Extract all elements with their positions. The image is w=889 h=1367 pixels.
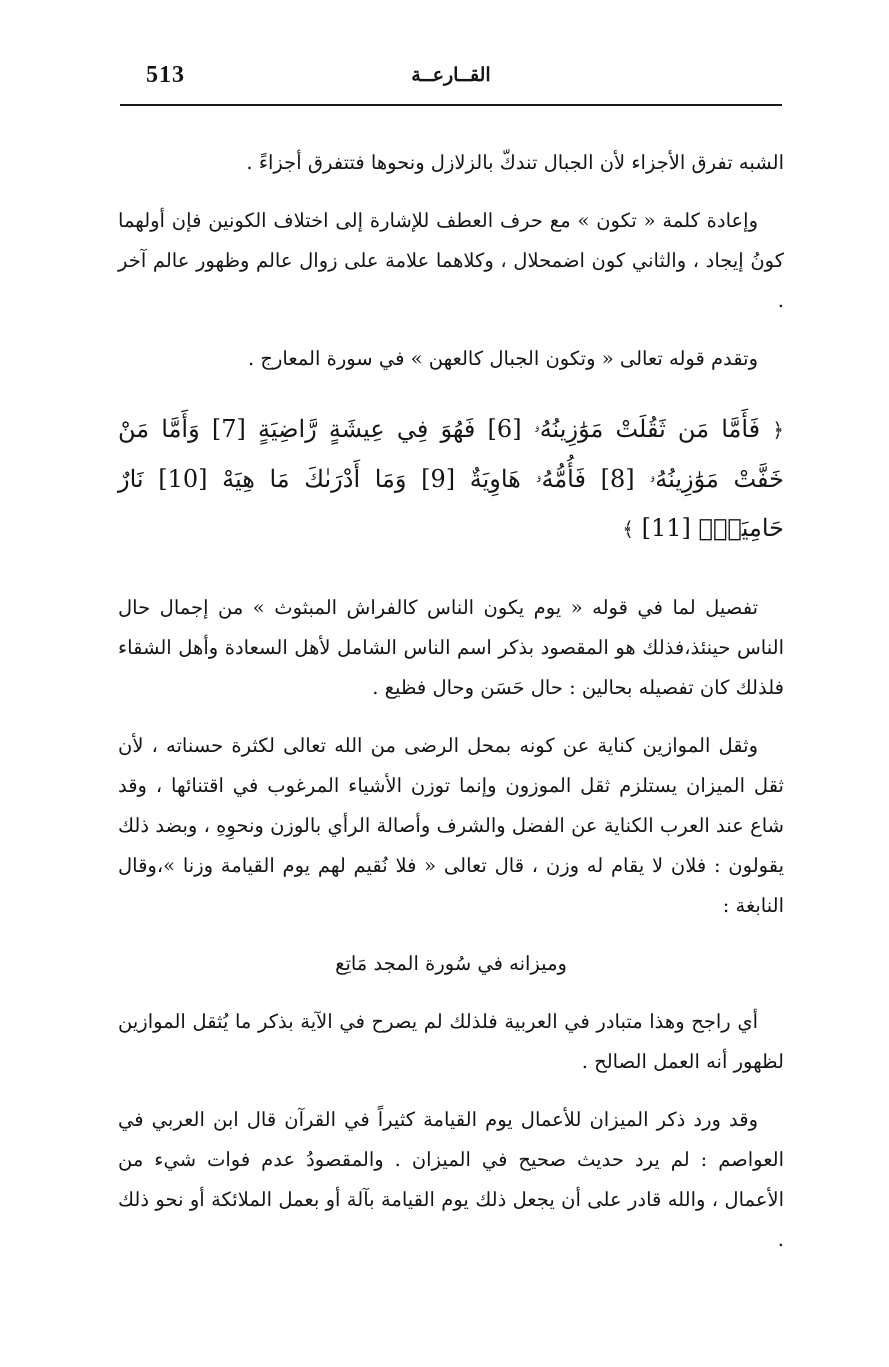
page-number: 513 xyxy=(146,62,185,88)
quran-open-bracket: ﴿ xyxy=(772,418,785,442)
paragraph-4: تفصيل لما في قوله « يوم يكون الناس كالفراش المبثوث » من إجمال حال الناس حينئذ،فذلك هو المقصود بذكر اسم الناس الشامل لأهل السعادة وأهل الشقاء فلذلك كان تفصيله بحالين : حال حَسَن وحال فظيع . xyxy=(118,596,784,699)
page-header xyxy=(120,62,782,106)
quran-text: فَأَمَّا مَن ثَقُلَتْ مَوَٰزِينُهُۥ [6] فَهُوَ فِي عِيشَةٍ رَّاضِيَةٍ [7] وَأَمَّا مَنْ خَفَّتْ مَوَٰزِينُهُۥ [8] فَأُمُّهُۥ هَاوِيَةٌ [9] وَمَا أَدْرَىٰكَ مَا هِيَهْ [10] نَارٌ حَامِيَةٌۢ [11] xyxy=(118,415,785,542)
paragraph-7: وقد ورد ذكر الميزان للأعمال يوم القيامة كثيراً في القرآن قال ابن العربي في العواصم : لم يرد حديث صحيح في الميزان . والمقصودُ عدم فوات شيء من الأعمال ، والله قادر على أن يجعل ذلك يوم القيامة بآلة أو بعمل الملائكة أو نحو ذلك . xyxy=(118,1108,784,1251)
poetry-verse: وميزانه في سُورة المجد مَاتِع xyxy=(335,952,567,975)
quran-close-bracket: ﴾ xyxy=(622,517,634,541)
paragraph-2: وإعادة كلمة « تكون » مع حرف العطف للإشارة إلى اختلاف الكونين فإن أولهما كونُ إيجاد ، والثاني كون اضمحلال ، وكلاهما علامة على زوال عالم وظهور عالم آخر . xyxy=(118,209,784,312)
paragraph-1: الشبه تفرق الأجزاء لأن الجبال تندكّ بالزلازل ونحوها فتتفرق أجزاءً . xyxy=(246,151,784,174)
paragraph-6: أي راجح وهذا متبادر في العربية فلذلك لم يصرح في الآية بذكر ما يُثقل الموازين لظهور أنه العمل الصالح . xyxy=(118,1010,784,1073)
page-body xyxy=(118,143,784,1278)
quran-verses xyxy=(118,405,784,554)
paragraph-5: وثقل الموازين كناية عن كونه بمحل الرضى من الله تعالى لكثرة حسناته ، لأن ثقل الميزان يستلزم ثقل الموزون وإنما توزن الأشياء المرغوب في اقتنائها ، وقد شاع عند العرب الكناية عن الفضل والشرف وأصالة الرأي بالوزن ونحوِهِ ، وبضد ذلك يقولون : فلان لا يقام له وزن ، قال تعالى « فلا نُقيم لهم يوم القيامة وزنا »،وقال النابغة : xyxy=(118,734,784,917)
header-rule xyxy=(120,104,782,106)
paragraph-3: وتقدم قوله تعالى « وتكون الجبال كالعهن » في سورة المعارج . xyxy=(248,347,758,370)
running-title: القــارعــة xyxy=(411,64,491,86)
